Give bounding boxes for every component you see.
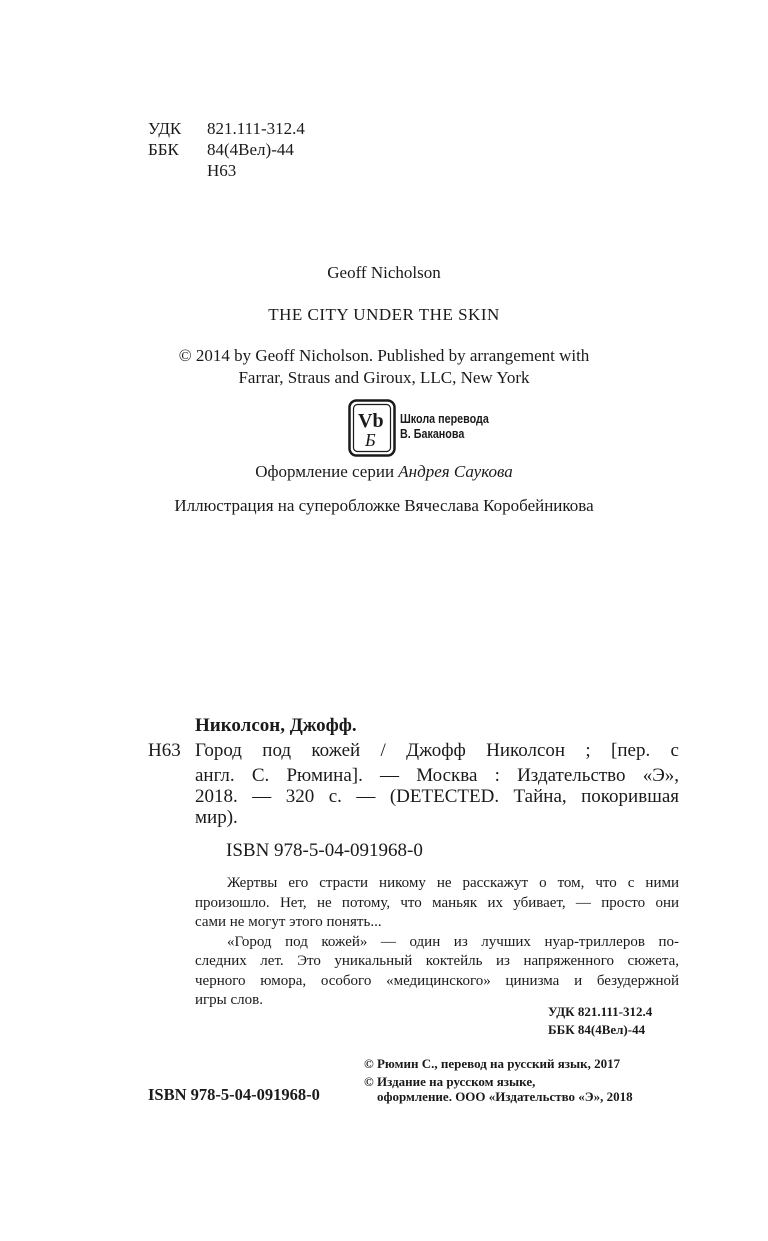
illustration-credit: Иллюстрация на суперобложке Вячеслава Коробейникова — [174, 496, 594, 515]
translation-school-logo-icon — [348, 399, 396, 457]
footer-isbn: ISBN 978-5-04-091968-0 — [148, 1085, 320, 1104]
annotation-line: следних лет. Это уникальный коктейль из напряженного сюжета, — [195, 953, 679, 969]
author-mark-top: Н63 — [207, 161, 237, 180]
annotation — [195, 874, 679, 1011]
logo-monogram-bottom: Б — [365, 430, 376, 450]
copyright-original-line1: © 2014 by Geoff Nicholson. Published by arrangement with — [178, 346, 590, 365]
annotation-bbk: ББК 84(4Вел)-44 — [548, 1022, 646, 1037]
catalog-line-3: 2018. — 320 с. — (DETECTED. Тайна, покорившая — [195, 786, 679, 807]
series-design-credit — [0, 461, 768, 483]
catalog-isbn: ISBN 978-5-04-091968-0 — [226, 840, 423, 861]
annotation-udk: УДК 821.111-312.4 — [548, 1004, 653, 1019]
catalog-mark: Н63 — [148, 740, 181, 761]
udk-value: 821.111-312.4 — [207, 119, 305, 138]
original-author: Geoff Nicholson — [327, 263, 441, 282]
annotation-line: произошло. Нет, не потому, что маньяк их убивает, — просто они — [195, 894, 679, 911]
annotation-line: «Город под кожей» — один из лучших нуар-триллеров по- — [227, 933, 679, 950]
catalog-line-2: англ. С. Рюмина]. — Москва : Издательство «Э», — [195, 765, 679, 786]
catalog-line-4: мир). — [195, 807, 238, 828]
udk-label: УДК — [148, 119, 182, 138]
annotation-line: Жертвы его страсти никому не расскажут о том, что с ними — [227, 875, 679, 891]
catalog-heading: Николсон, Джофф. — [195, 715, 357, 736]
copyright-original-line2: Farrar, Straus and Giroux, LLC, New York — [238, 368, 530, 387]
edition-copyright-line1: © Издание на русском языке, — [364, 1074, 536, 1089]
annotation-line: сами не могут этого понять... — [195, 914, 382, 930]
edition-copyright-line2: оформление. ООО «Издательство «Э», 2018 — [377, 1089, 633, 1104]
catalog-line-1: Город под кожей / Джофф Николсон ; [пер. с — [195, 740, 679, 761]
annotation-line: игры слов. — [195, 992, 263, 1008]
annotation-line: черного юмора, особого «медицинского» цинизма и безудержной — [195, 972, 679, 989]
logo-text-line2: В. Баканова — [400, 427, 465, 441]
logo-monogram-top: Vb — [358, 410, 384, 432]
series-design-name: Андрея Саукова — [398, 462, 513, 481]
bbk-label: ББК — [148, 140, 179, 159]
logo-text-line1: Школа перевода — [400, 412, 489, 426]
bbk-value: 84(4Вел)-44 — [207, 140, 294, 159]
original-title: THE CITY UNDER THE SKIN — [268, 305, 500, 324]
logo-text — [400, 412, 489, 442]
translation-copyright: © Рюмин С., перевод на русский язык, 2017 — [364, 1056, 621, 1071]
series-design-prefix: Оформление серии — [255, 462, 395, 481]
